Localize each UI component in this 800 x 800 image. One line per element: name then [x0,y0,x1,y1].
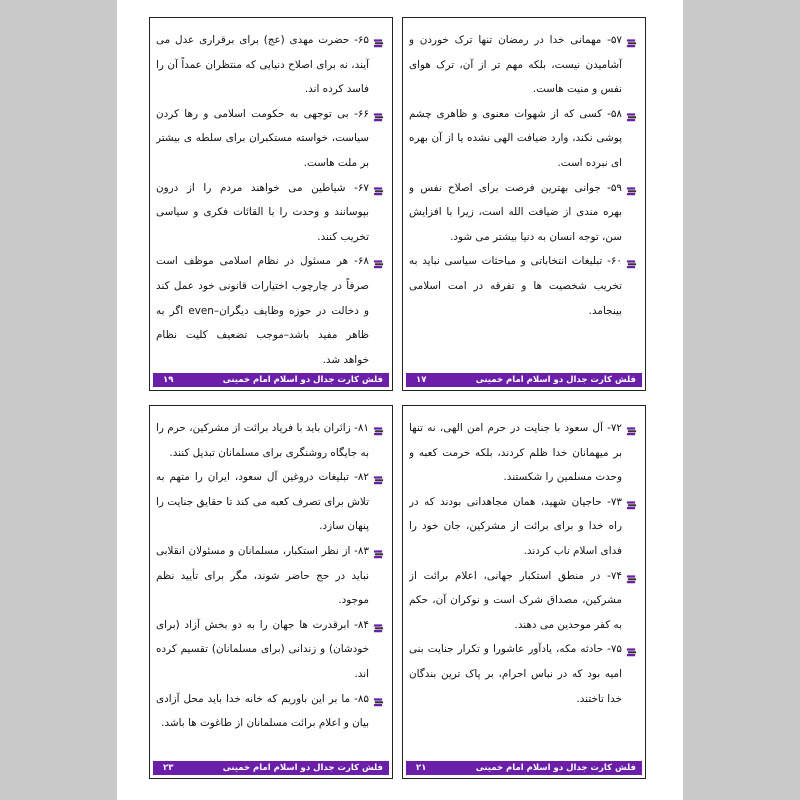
card-content [156,416,384,754]
item-text: ۸۲- تبلیغات دروغین آل سعود، ایران را متهم به تلاش برای تصرف کعبه می کند تا حقایق جنایت را پنهان سازد. [156,471,369,533]
book-stack-icon [626,570,637,581]
list-item [156,176,384,250]
list-item [156,687,384,736]
list-item [409,490,637,564]
item-text: ۶۷- شیاطین می خواهند مردم را از درون بپوسانند و وحدت را با القائات فکری و سیاسی تخریب کنند. [156,181,369,243]
item-text: ۶۵- حضرت مهدی (عج) برای برقراری عدل می آیند، نه برای اصلاح دنیایی که منتظران عمداً آن را فاسد کرده اند. [156,34,369,96]
book-stack-icon [373,545,384,556]
book-stack-icon [626,255,637,266]
card-top-left [149,17,393,391]
book-stack-icon [626,643,637,654]
list-item [156,249,384,366]
card-content [156,28,384,366]
book-stack-icon [373,471,384,482]
book-stack-icon [626,182,637,193]
book-stack-icon [373,182,384,193]
card-footer [406,761,642,775]
item-text: ۷۲- آل سعود با جنایت در حرم امن الهی، نه تنها بر میهمانان خدا ظلم کردند، بلکه حرمت کعبه و وحدت مسلمین را شکستند. [409,422,622,484]
book-stack-icon [373,619,384,630]
list-item [156,28,384,102]
card-footer [153,761,389,775]
card-footer [153,373,389,387]
book-stack-icon [626,34,637,45]
list-item [156,465,384,539]
book-stack-icon [373,693,384,704]
book-stack-icon [626,108,637,119]
page-number: ۱۷ [416,375,427,385]
book-stack-icon [626,422,637,433]
page-number: ۲۱ [416,763,427,773]
card-bottom-right [402,405,646,779]
book-stack-icon [626,496,637,507]
list-item [409,28,637,102]
item-text: ۷۳- حاجیان شهید، همان مجاهدانی بودند که در راه خدا و برای برائت از مشرکین، جان خود را فدای اسلام ناب کردند. [409,495,622,557]
card-top-right [402,17,646,391]
item-text: ۵۹- جوانی بهترین فرصت برای اصلاح نفس و بهره مندی از ضیافت الله است، زیرا با افزایش سن، توجه انسان به دنیا بیشتر می شود. [409,181,622,243]
item-text: ۸۵- ما بر این باوریم که خانه خدا باید محل آزادی بیان و اعلام برائت مسلمانان از طاغوت ها باشد. [156,692,369,730]
item-text: ۵۸- کسی که از شهوات معنوی و ظاهری چشم پوشی نکند، وارد ضیافت الهی نشده یا از آن بهره ای نبرده است. [409,107,622,169]
footer-title: فلش کارت جدال دو اسلام امام خمینی [475,763,636,773]
book-stack-icon [373,34,384,45]
item-text: ۷۵- حادثه مکه، یادآور عاشورا و تکرار جنایت بنی امیه بود که در نباس احرام، بر پاک ترین بندگان خدا تاختند. [409,643,622,705]
card-footer [406,373,642,387]
book-stack-icon [373,108,384,119]
list-item [156,613,384,687]
page-number: ۲۳ [163,763,174,773]
list-item [409,637,637,711]
card-content [409,28,637,366]
item-text: ۸۳- از نظر استکبار، مسلمانان و مسئولان انقلابی نباید در حج حاضر شوند، مگر برای تأیید نظم موجود. [156,544,369,607]
book-stack-icon [373,255,384,266]
list-item [156,102,384,176]
list-item [409,249,637,323]
page-number: ۱۹ [163,375,174,385]
list-item [156,539,384,613]
card-bottom-left [149,405,393,779]
item-text: ۵۷- مهمانی خدا در رمضان تنها ترک خوردن و آشامیدن نیست، بلکه مهم تر از آن، ترک هوای نفس و منیت هاست. [409,34,622,96]
list-item [156,416,384,465]
list-item [409,176,637,250]
page-sheet [117,0,683,800]
item-text: ۸۴- ابرقدرت ها جهان را به دو بخش آزاد (برای خودشان) و زندانی (برای مسلمانان) تقسیم کرده اند. [156,618,369,680]
footer-title: فلش کارت جدال دو اسلام امام خمینی [222,763,383,773]
footer-title: فلش کارت جدال دو اسلام امام خمینی [475,375,636,385]
book-stack-icon [373,422,384,433]
item-text: ۶۰- تبلیغات انتخاباتی و مباحثات سیاسی نباید به تخریب شخصیت ها و تفرقه در امت اسلامی بینجامد. [409,255,622,317]
card-content [409,416,637,754]
item-text: ۶۸- هر مسئول در نظام اسلامی موظف است صرفاً در چارچوب اختیارات قانونی خود عمل کند و دخالت در حوزه وظایف دیگران–even اگر به ظاهر مفید باشد–موجب تضعیف کلیت نظام خواهد شد. [156,255,369,366]
item-text: ۷۴- در منطق استکبار جهانی، اعلام برائت از مشرکین، مصداق شرک است و نوکران آن، حکم به کفر موحدین می دهند. [409,569,622,631]
list-item [409,416,637,490]
list-item [409,564,637,638]
footer-title: فلش کارت جدال دو اسلام امام خمینی [222,375,383,385]
list-item [409,102,637,176]
item-text: ۶۶- بی توجهی به حکومت اسلامی و رها کردن سیاست، خواسته مستکبران برای سلطه ی بیشتر بر ملت هاست. [156,107,369,169]
item-text: ۸۱- زائران باید با فریاد برائت از مشرکین، حرم را به جایگاه روشنگری برای مسلمانان تبدیل کنند. [156,422,369,459]
